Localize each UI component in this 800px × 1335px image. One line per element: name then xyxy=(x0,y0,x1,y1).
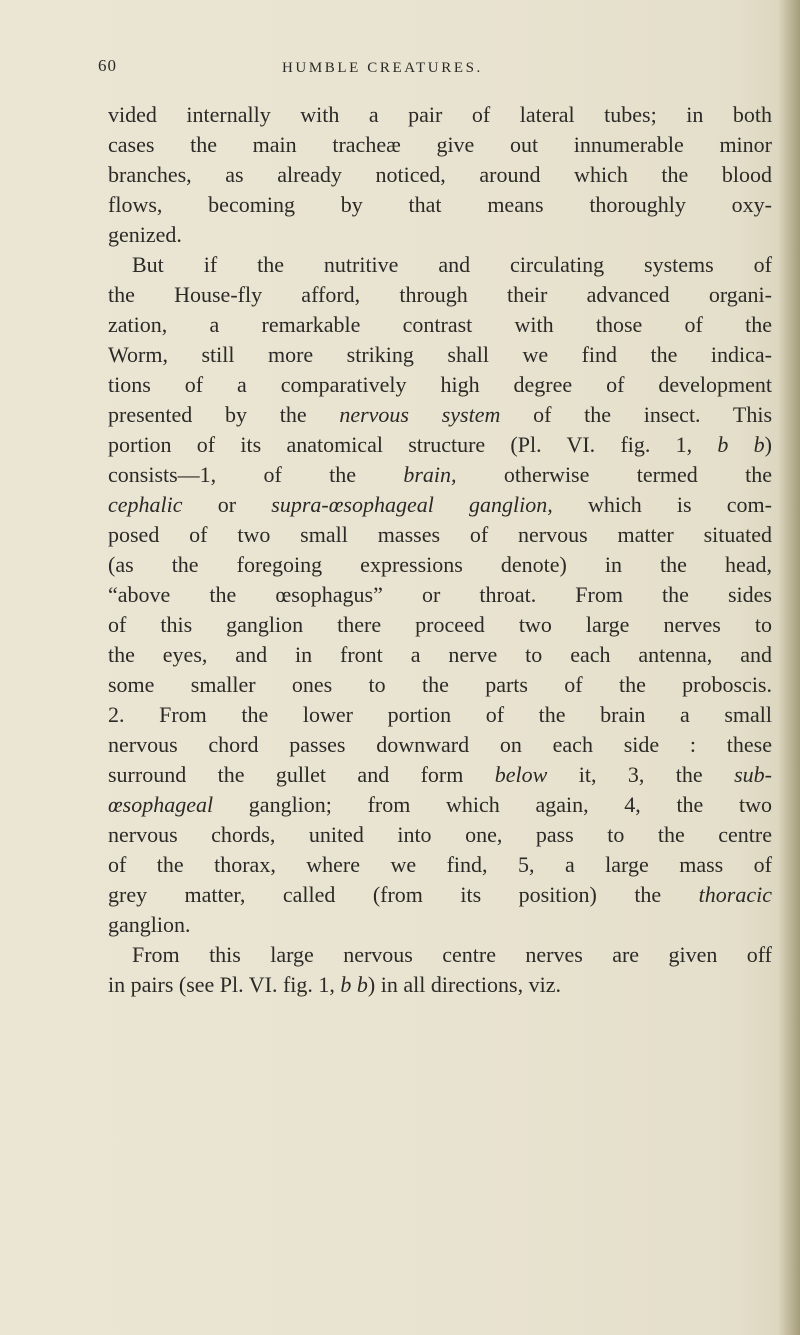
text-line: genized. xyxy=(108,222,182,247)
text-line: 2. From the lower portion of the brain a small xyxy=(108,702,772,727)
text-line: consists—1, of the brain, otherwise termed the xyxy=(108,462,772,487)
text-line: zation, a remarkable contrast with those of the xyxy=(108,312,772,337)
text-line: vided internally with a pair of lateral tubes; in both xyxy=(108,102,772,127)
italic-term: b b xyxy=(340,972,368,997)
text-line: œsophageal ganglion; from which again, 4, the two xyxy=(108,792,772,817)
page-binding-edge xyxy=(778,0,800,1335)
running-title: HUMBLE CREATURES. xyxy=(282,60,483,76)
text-line: presented by the nervous system of the insect. This xyxy=(108,402,772,427)
body-text xyxy=(108,100,772,1000)
italic-term: brain, xyxy=(403,462,457,487)
text-line: cases the main tracheæ give out innumerable minor xyxy=(108,132,772,157)
text-line: surround the gullet and form below it, 3, the sub- xyxy=(108,762,772,787)
text-line: ganglion. xyxy=(108,912,191,937)
italic-term: supra-œsophageal ganglion, xyxy=(271,492,553,517)
italic-term: cephalic xyxy=(108,492,183,517)
text-line: “above the œsophagus” or throat. From the sides xyxy=(108,582,772,607)
text-line: some smaller ones to the parts of the proboscis. xyxy=(108,672,772,697)
italic-term: nervous system xyxy=(339,402,501,427)
text-line: nervous chord passes downward on each side : these xyxy=(108,732,772,757)
italic-term: œsophageal xyxy=(108,792,214,817)
text-line: in pairs (see Pl. VI. fig. 1, b b) in all directions, viz. xyxy=(108,972,561,997)
text-line: branches, as already noticed, around which the blood xyxy=(108,162,772,187)
italic-term: below xyxy=(494,762,548,787)
text-line: grey matter, called (from its position) the thoracic xyxy=(108,882,772,907)
text-line: the eyes, and in front a nerve to each antenna, and xyxy=(108,642,772,667)
text-line: portion of its anatomical structure (Pl. VI. fig. 1, b b) xyxy=(108,432,772,457)
text-line: (as the foregoing expressions denote) in the head, xyxy=(108,552,772,577)
text-line: tions of a comparatively high degree of development xyxy=(108,372,772,397)
text-line: nervous chords, united into one, pass to the centre xyxy=(108,822,772,847)
text-line: flows, becoming by that means thoroughly oxy- xyxy=(108,192,772,217)
italic-term: sub- xyxy=(734,762,772,787)
text-line: of this ganglion there proceed two large nerves to xyxy=(108,612,772,637)
italic-term: thoracic xyxy=(698,882,772,907)
text-line: cephalic or supra-œsophageal ganglion, which is com- xyxy=(108,492,772,517)
text-line: Worm, still more striking shall we find the indica- xyxy=(108,342,772,367)
page-number: 60 xyxy=(98,56,117,75)
text-line: the House-fly afford, through their advanced organi- xyxy=(108,282,772,307)
paragraph-start-line: But if the nutritive and circulating systems of xyxy=(132,252,772,277)
italic-term: b b xyxy=(717,432,765,457)
text-line: posed of two small masses of nervous matter situated xyxy=(108,522,772,547)
paragraph-start-line: From this large nervous centre nerves are given off xyxy=(132,942,772,967)
text-line: of the thorax, where we find, 5, a large mass of xyxy=(108,852,772,877)
